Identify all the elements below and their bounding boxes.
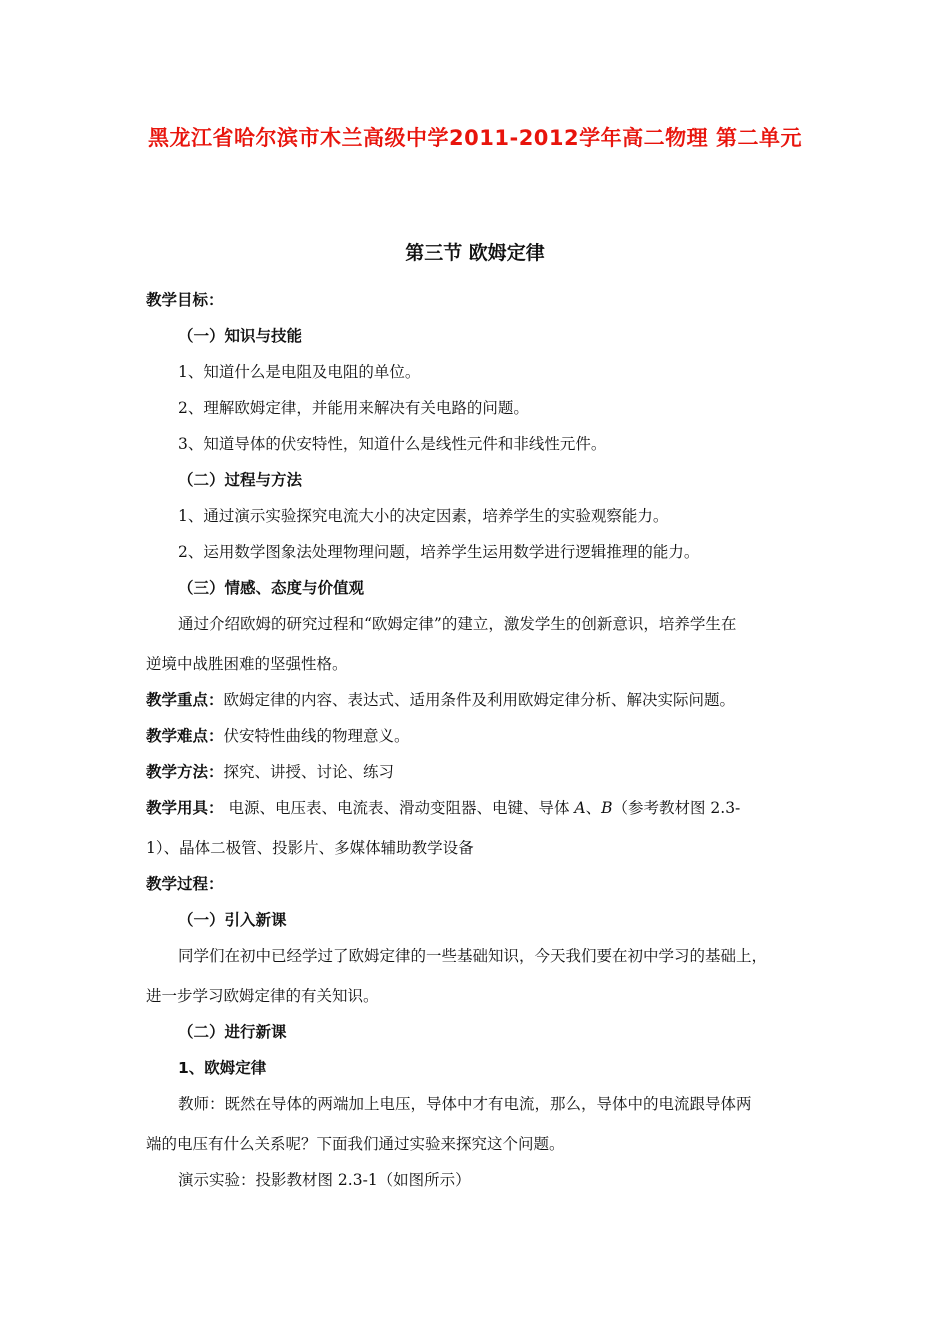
knowledge-item-3: 3、知道导体的伏安特性，知道什么是线性元件和非线性元件。 (178, 435, 607, 453)
intro-heading: （一）引入新课 (178, 911, 287, 929)
method-line (146, 761, 394, 783)
ohm-law-heading: 1、欧姆定律 (178, 1059, 267, 1077)
tools-var-a: A (574, 799, 586, 817)
emotion-heading: （三）情感、态度与价值观 (178, 579, 365, 597)
process-item-2: 2、运用数学图象法处理物理问题，培养学生运用数学进行逻辑推理的能力。 (178, 543, 700, 561)
new-lesson-heading: （二）进行新课 (178, 1023, 287, 1041)
emotion-line-1: 通过介绍欧姆的研究过程和“欧姆定律”的建立，激发学生的创新意识，培养学生在 (178, 615, 737, 633)
process-item-1: 1、通过演示实验探究电流大小的决定因素，培养学生的实验观察能力。 (178, 507, 669, 525)
document-title: 黑龙江省哈尔滨市木兰高级中学2011-2012学年高二物理 第二单元 (148, 126, 802, 150)
process-heading: （二）过程与方法 (178, 471, 303, 489)
key-points-line (146, 689, 735, 711)
process-main-heading: 教学过程： (146, 875, 224, 893)
teacher-line-1: 教师：既然在导体的两端加上电压，导体中才有电流，那么，导体中的电流跟导体两 (178, 1095, 752, 1113)
tools-line-2: 1）、晶体二极管、投影片、多媒体辅助教学设备 (146, 839, 474, 857)
demo-line: 演示实验：投影教材图 2.3-1（如图所示） (178, 1171, 471, 1189)
key-points-label: 教学重点： (146, 691, 224, 709)
difficulty-label: 教学难点： (146, 727, 224, 745)
method-text: 探究、讲授、讨论、练习 (223, 763, 395, 781)
tools-text-b: （参考教材图 2.3- (612, 799, 741, 817)
tools-text-a: 电源、电压表、电流表、滑动变阻器、电键、导体 (223, 799, 575, 817)
key-points-text: 欧姆定律的内容、表达式、适用条件及利用欧姆定律分析、解决实际问题。 (223, 691, 736, 709)
tools-sep: 、 (585, 799, 602, 817)
difficulty-text: 伏安特性曲线的物理意义。 (223, 727, 410, 745)
intro-line-1: 同学们在初中已经学过了欧姆定律的一些基础知识，今天我们要在初中学习的基础上， (178, 947, 768, 965)
knowledge-heading: （一）知识与技能 (178, 327, 303, 345)
tools-line (146, 797, 740, 819)
teacher-line-2: 端的电压有什么关系呢？下面我们通过实验来探究这个问题。 (146, 1135, 565, 1153)
knowledge-item-1: 1、知道什么是电阻及电阻的单位。 (178, 363, 421, 381)
section-title: 第三节 欧姆定律 (405, 242, 545, 264)
tools-var-b: B (601, 799, 613, 817)
tools-label: 教学用具： (146, 799, 224, 817)
difficulty-line (146, 725, 410, 747)
method-label: 教学方法： (146, 763, 224, 781)
knowledge-item-2: 2、理解欧姆定律，并能用来解决有关电路的问题。 (178, 399, 529, 417)
intro-line-2: 进一步学习欧姆定律的有关知识。 (146, 987, 379, 1005)
emotion-line-2: 逆境中战胜困难的坚强性格。 (146, 655, 348, 673)
objectives-heading: 教学目标： (146, 291, 224, 309)
